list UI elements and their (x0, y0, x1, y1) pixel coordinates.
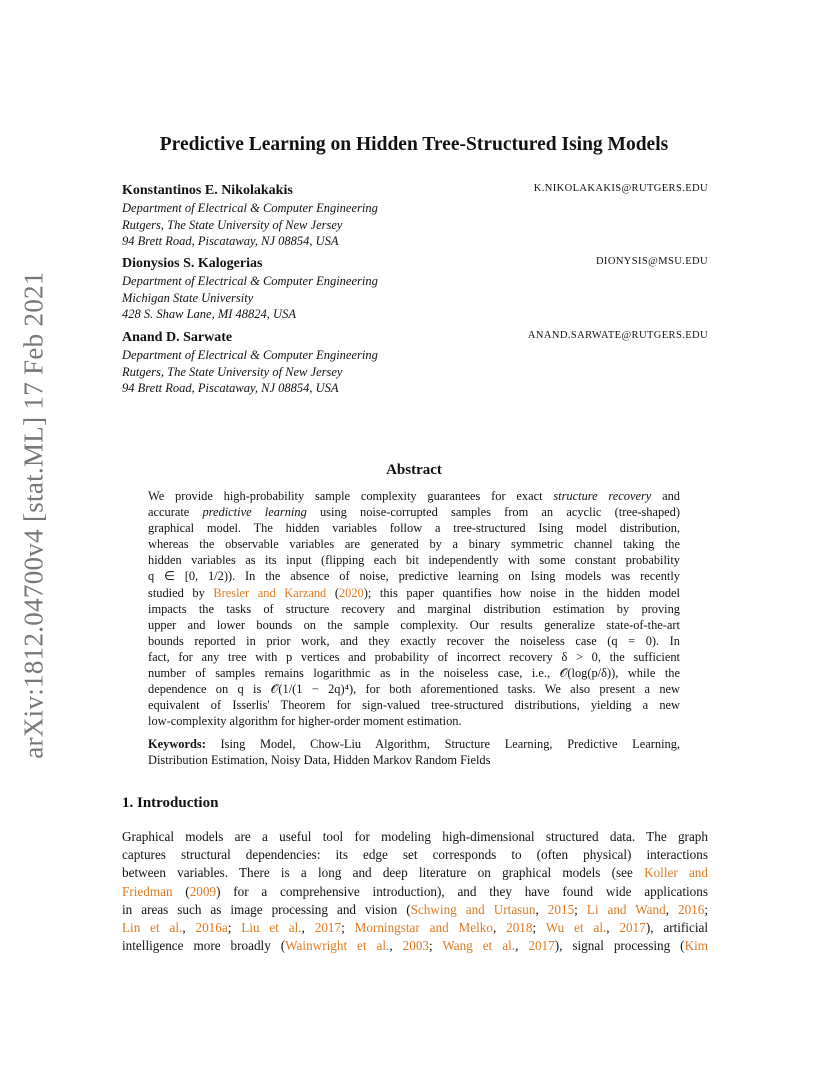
abstract-line (148, 504, 680, 520)
affiliation-line: Rutgers, The State University of New Jersey (122, 364, 343, 379)
intro-line (122, 883, 708, 901)
keywords-label: Keywords: (148, 737, 206, 751)
abstract-line: whereas the observable variables are generated by a binary symmetric channel taking the (148, 537, 680, 552)
author-email[interactable]: K.NIKOLAKAKIS@RUTGERS.EDU (533, 183, 708, 194)
intro-line: captures structural dependencies: its edge set corresponds to (often physical) interactions (122, 847, 708, 863)
text: We provide high-probability sample complexity guarantees for exact (148, 489, 554, 503)
citation-link[interactable]: Kim (684, 938, 709, 954)
intro-line: Graphical models are a useful tool for modeling high-dimensional structured data. The graph (122, 829, 708, 844)
affiliation-line: 94 Brett Road, Piscataway, NJ 08854, USA (122, 381, 339, 395)
citation-link[interactable]: 2017 (314, 920, 342, 936)
text: ; (574, 901, 587, 917)
author-name: Anand D. Sarwate (122, 330, 233, 345)
text: ; (429, 938, 443, 954)
abstract-line: dependence on q is 𝒪(1/(1 − 2q)⁴), for both aforementioned tasks. We also present a new (148, 682, 680, 697)
keywords-line: Distribution Estimation, Noisy Data, Hidden Markov Random Fields (148, 753, 491, 768)
abstract-line: graphical model. The hidden variables follow a tree-structured Ising model distribution, (148, 521, 680, 536)
text: , (182, 920, 196, 936)
text: studied by (148, 585, 214, 600)
keywords-line (148, 736, 680, 752)
text: ), signal processing ( (554, 938, 685, 954)
citation-link[interactable]: 2017 (528, 938, 555, 954)
text: between variables. There is a long and deep literature on graphical models (see (122, 865, 645, 881)
abstract-line: equivalent of Isserlis' Theorem for sign-valued tree-structured distributions, yielding a new (148, 698, 680, 713)
citation-link[interactable]: Koller and (644, 865, 708, 881)
text: ; (532, 920, 546, 936)
text: , (389, 938, 403, 954)
citation-link[interactable]: 2016 (677, 901, 705, 917)
abstract-line: upper and lower bounds on the sample complexity. Our results generalize state-of-the-art (148, 617, 680, 632)
text: ) for a comprehensive introduction), and they have found wide applications (216, 883, 708, 899)
citation-link[interactable]: 2015 (547, 901, 575, 917)
paper-title: Predictive Learning on Hidden Tree-Structured Ising Models (159, 134, 669, 155)
text: , (606, 920, 620, 936)
affiliation-line: Department of Electrical & Computer Engineering (122, 348, 378, 362)
intro-line (122, 937, 708, 955)
intro-line (122, 864, 708, 882)
abstract-line: impacts the tasks of structure recovery and marginal distribution estimation by proving (148, 601, 680, 616)
citation-link[interactable]: Wainwright et al. (285, 938, 390, 954)
citation-link[interactable]: Li and Wand (586, 901, 666, 917)
citation-link[interactable]: 2018 (506, 920, 533, 936)
text: , (515, 938, 529, 954)
abstract-line: bounds reported in prior work, and they exactly recover the noiseless case (q = 0). In (148, 633, 680, 648)
intro-paragraph (122, 828, 708, 955)
text: ; (704, 901, 709, 917)
citation-link[interactable]: Wu et al. (545, 920, 607, 936)
text: , (492, 920, 507, 936)
affiliation-line: Rutgers, The State University of New Jersey (122, 217, 343, 232)
affiliation-line: 94 Brett Road, Piscataway, NJ 08854, USA (122, 234, 339, 248)
author-name: Dionysios S. Kalogerias (122, 256, 263, 271)
citation-link[interactable]: Bresler and Karzand (213, 585, 327, 600)
author-email[interactable]: DIONYSIS@MSU.EDU (595, 256, 708, 267)
text: ), artificial (645, 920, 709, 936)
citation-link[interactable]: Wang et al. (442, 938, 516, 954)
section-heading: 1. Introduction (122, 795, 219, 811)
abstract-line: fact, for any tree with p vertices and probability of incorrect recovery δ > 0, the sufficient (148, 649, 680, 664)
citation-link[interactable]: 2016a (195, 920, 228, 936)
affiliation-line: Department of Electrical & Computer Engineering (122, 274, 378, 288)
intro-line (122, 901, 708, 919)
text: accurate (148, 505, 203, 520)
text: ; (227, 920, 242, 936)
abstract-text (148, 488, 680, 729)
text: , (665, 901, 678, 917)
keywords-text: Ising Model, Chow-Liu Algorithm, Structure Learning, Predictive Learning, (205, 737, 680, 751)
author-block-1 (122, 181, 708, 250)
emphasis: predictive learning (202, 505, 307, 520)
citation-link[interactable]: 2017 (619, 920, 646, 936)
abstract-line (148, 585, 680, 601)
abstract-line: hidden variables as its input (flipping each bit independently with some constant probability (148, 553, 680, 568)
affiliation-line: 428 S. Shaw Lane, MI 48824, USA (122, 307, 296, 321)
citation-link[interactable]: 2020 (338, 585, 364, 600)
text: ( (326, 585, 339, 600)
intro-line (122, 919, 708, 937)
citation-link[interactable]: 2009 (189, 883, 217, 899)
text: ( (172, 883, 190, 899)
text: and (651, 489, 680, 503)
citation-link[interactable]: Liu et al. (241, 920, 302, 936)
author-name: Konstantinos E. Nikolakakis (122, 183, 293, 198)
citation-link[interactable]: Schwing and Urtasun (410, 901, 536, 917)
keywords (148, 736, 680, 768)
abstract-line: q ∈ [0, 1/2)). In the absence of noise, predictive learning on Ising models was recently (148, 569, 680, 584)
citation-link[interactable]: Friedman (122, 883, 173, 899)
citation-link[interactable]: Lin et al. (122, 920, 183, 936)
emphasis: structure recovery (553, 489, 652, 503)
abstract-heading: Abstract (386, 462, 442, 478)
arxiv-id: arXiv:1812.04700v4 [stat.ML] 17 Feb 2021 (18, 271, 49, 759)
text: intelligence more broadly ( (122, 938, 286, 954)
text: , (301, 920, 315, 936)
text: using noise-corrupted samples from an acyclic (tree-shaped) (306, 505, 680, 520)
abstract-line: number of samples remains logarithmic as in the noiseless case, i.e., 𝒪(log(p/δ)), while the (148, 666, 680, 681)
author-email[interactable]: ANAND.SARWATE@RUTGERS.EDU (527, 330, 708, 341)
abstract-line: low-complexity algorithm for higher-order moment estimation. (148, 714, 462, 729)
citation-link[interactable]: Morningstar and Melko (354, 920, 493, 936)
author-block-3 (122, 328, 708, 397)
author-block-2 (122, 254, 708, 323)
text: in areas such as image processing and vision ( (122, 901, 411, 917)
text: ); this paper quantifies how noise in the hidden model (363, 585, 680, 600)
text: , (535, 901, 548, 917)
arxiv-sidebar-stamp (14, 271, 54, 759)
affiliation-line: Department of Electrical & Computer Engineering (122, 201, 378, 215)
text: ; (341, 920, 355, 936)
citation-link[interactable]: 2003 (402, 938, 429, 954)
abstract-line (148, 488, 680, 504)
affiliation-line: Michigan State University (122, 290, 254, 305)
